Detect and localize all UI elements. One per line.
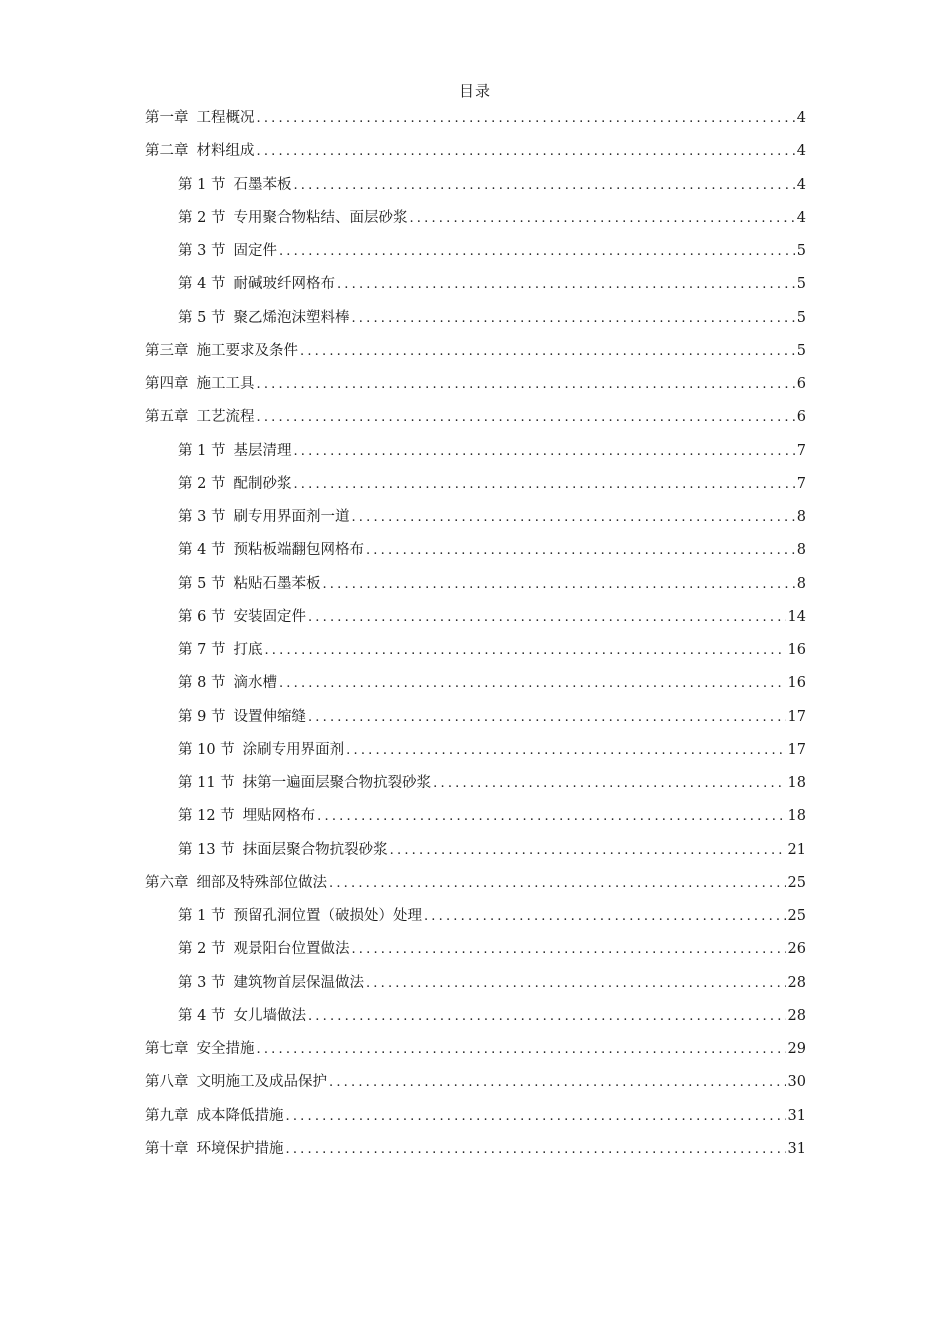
toc-section-entry[interactable] bbox=[145, 937, 806, 970]
toc-dot-leader bbox=[308, 1009, 786, 1024]
toc-section-entry[interactable] bbox=[145, 1004, 806, 1037]
toc-entry-title: 文明施工及成品保护 bbox=[196, 1074, 327, 1091]
toc-entry-number: 第 5 节 bbox=[178, 575, 226, 592]
toc-dot-leader bbox=[322, 577, 794, 592]
toc-entry-number: 第 7 节 bbox=[178, 642, 226, 658]
toc-dot-leader bbox=[257, 144, 795, 159]
toc-entry-number: 第 1 节 bbox=[178, 442, 226, 459]
toc-page-number: 5 bbox=[796, 243, 806, 259]
toc-section-entry[interactable] bbox=[145, 538, 806, 571]
toc-page-number: 4 bbox=[796, 209, 806, 226]
toc-section-entry[interactable] bbox=[145, 671, 806, 704]
toc-page-number: 4 bbox=[796, 143, 806, 160]
toc-page-number: 16 bbox=[787, 675, 806, 692]
toc-section-entry[interactable] bbox=[145, 206, 806, 239]
toc-dot-leader bbox=[293, 444, 794, 459]
toc-entry-title: 固定件 bbox=[233, 243, 277, 259]
toc-entry-title: 建筑物首层保温做法 bbox=[233, 974, 364, 991]
toc-entry-title: 粘贴石墨苯板 bbox=[233, 575, 321, 592]
toc-page-number: 30 bbox=[787, 1074, 806, 1091]
toc-chapter-entry[interactable] bbox=[145, 871, 806, 904]
toc-entry-number: 第 3 节 bbox=[178, 974, 226, 991]
toc-page-number: 6 bbox=[796, 376, 806, 392]
toc-page-number: 16 bbox=[787, 642, 806, 658]
toc-page-number: 31 bbox=[787, 1107, 806, 1124]
toc-entry-number: 第 1 节 bbox=[178, 908, 226, 924]
toc-section-entry[interactable] bbox=[145, 605, 806, 638]
toc-page-number: 5 bbox=[796, 342, 806, 359]
toc-entry-number: 第二章 bbox=[145, 143, 189, 160]
toc-section-entry[interactable] bbox=[145, 272, 806, 305]
toc-entry-number: 第 3 节 bbox=[178, 509, 226, 525]
toc-page-number: 4 bbox=[796, 110, 806, 126]
toc-dot-leader bbox=[300, 344, 795, 359]
toc-entry-number: 第 10 节 bbox=[178, 741, 235, 758]
toc-dot-leader bbox=[424, 909, 786, 924]
toc-entry-title: 抹面层聚合物抗裂砂浆 bbox=[242, 841, 388, 858]
toc-entry-number: 第 11 节 bbox=[178, 775, 235, 791]
toc-section-entry[interactable] bbox=[145, 705, 806, 738]
toc-entry-number: 第一章 bbox=[145, 110, 189, 126]
toc-dot-leader bbox=[329, 876, 786, 891]
toc-section-entry[interactable] bbox=[145, 306, 806, 339]
toc-dot-leader bbox=[257, 1042, 786, 1057]
toc-dot-leader bbox=[279, 244, 795, 259]
toc-section-entry[interactable] bbox=[145, 738, 806, 771]
toc-page-number: 31 bbox=[787, 1140, 806, 1157]
toc-entry-title: 预粘板端翻包网格布 bbox=[233, 542, 364, 559]
toc-page-number: 25 bbox=[787, 874, 806, 891]
toc-entry-number: 第 2 节 bbox=[178, 475, 226, 492]
toc-chapter-entry[interactable] bbox=[145, 1104, 806, 1137]
toc-chapter-entry[interactable] bbox=[145, 1137, 806, 1170]
toc-entry-title: 工艺流程 bbox=[196, 409, 255, 426]
toc-entry-title: 材料组成 bbox=[196, 143, 255, 160]
toc-dot-leader bbox=[308, 710, 786, 725]
toc-page-number: 8 bbox=[796, 542, 806, 559]
toc-dot-leader bbox=[351, 942, 785, 957]
toc-entry-title: 观景阳台位置做法 bbox=[233, 941, 350, 958]
toc-entry-title: 埋贴网格布 bbox=[242, 808, 316, 825]
toc-entry-number: 第 13 节 bbox=[178, 841, 235, 858]
toc-entry-title: 专用聚合物粘结、面层砂浆 bbox=[233, 209, 408, 226]
toc-entry-title: 设置伸缩缝 bbox=[233, 708, 306, 725]
toc-chapter-entry[interactable] bbox=[145, 405, 806, 438]
toc-entry-number: 第 6 节 bbox=[178, 608, 226, 625]
toc-page-number: 7 bbox=[796, 475, 806, 492]
toc-section-entry[interactable] bbox=[145, 472, 806, 505]
toc-entry-number: 第 5 节 bbox=[178, 309, 226, 326]
toc-page-number: 6 bbox=[796, 409, 806, 426]
toc-entry-title: 涂刷专用界面剂 bbox=[242, 741, 345, 758]
toc-entry-title: 工程概况 bbox=[196, 110, 255, 126]
toc-entry-number: 第八章 bbox=[145, 1074, 189, 1091]
toc-dot-leader bbox=[286, 1109, 786, 1124]
toc-entry-number: 第 2 节 bbox=[178, 209, 226, 226]
toc-dot-leader bbox=[329, 1075, 786, 1090]
toc-entry-number: 第 4 节 bbox=[178, 542, 226, 559]
toc-page-number: 26 bbox=[787, 941, 806, 958]
toc-entry-title: 抹第一遍面层聚合物抗裂砂浆 bbox=[242, 775, 432, 791]
toc-entry-title: 环境保护措施 bbox=[196, 1140, 284, 1157]
toc-dot-leader bbox=[257, 410, 795, 425]
toc-dot-leader bbox=[390, 843, 786, 858]
toc-entry-title: 施工要求及条件 bbox=[196, 342, 298, 359]
toc-chapter-entry[interactable] bbox=[145, 1070, 806, 1103]
toc-entry-title: 细部及特殊部位做法 bbox=[196, 874, 327, 891]
toc-dot-leader bbox=[279, 676, 786, 691]
toc-entry-title: 刷专用界面剂一道 bbox=[233, 509, 350, 525]
toc-entry-title: 石墨苯板 bbox=[233, 176, 292, 193]
toc-page-number: 25 bbox=[787, 908, 806, 924]
toc-dot-leader bbox=[257, 111, 795, 126]
toc-section-entry[interactable] bbox=[145, 771, 806, 804]
toc-page-number: 14 bbox=[787, 608, 806, 625]
toc-page-number: 17 bbox=[787, 708, 806, 725]
toc-section-entry[interactable] bbox=[145, 173, 806, 206]
toc-entry-number: 第 12 节 bbox=[178, 808, 235, 825]
toc-entry-number: 第九章 bbox=[145, 1107, 189, 1124]
toc-chapter-entry[interactable] bbox=[145, 106, 806, 139]
toc-dot-leader bbox=[351, 510, 794, 525]
toc-page-number: 8 bbox=[796, 575, 806, 592]
toc-page-number: 4 bbox=[796, 176, 806, 193]
toc-page-number: 21 bbox=[787, 841, 806, 858]
toc-section-entry[interactable] bbox=[145, 439, 806, 472]
toc-dot-leader bbox=[317, 809, 785, 824]
toc-dot-leader bbox=[264, 643, 785, 658]
toc-section-entry[interactable] bbox=[145, 572, 806, 605]
toc-entry-number: 第 3 节 bbox=[178, 243, 226, 259]
toc-dot-leader bbox=[257, 377, 795, 392]
toc-entry-number: 第四章 bbox=[145, 376, 189, 392]
toc-section-entry[interactable] bbox=[145, 804, 806, 837]
toc-entry-number: 第 9 节 bbox=[178, 708, 226, 725]
toc-page-number: 5 bbox=[796, 309, 806, 326]
toc-page-number: 5 bbox=[796, 276, 806, 293]
toc-chapter-entry[interactable] bbox=[145, 339, 806, 372]
toc-dot-leader bbox=[337, 277, 795, 292]
toc-dot-leader bbox=[366, 976, 786, 991]
toc-entry-title: 安全措施 bbox=[196, 1041, 255, 1057]
toc-page-number: 18 bbox=[787, 775, 806, 791]
toc-page-number: 29 bbox=[787, 1041, 806, 1057]
toc-entry-number: 第 8 节 bbox=[178, 675, 226, 692]
toc-entry-number: 第 4 节 bbox=[178, 1007, 226, 1024]
toc-entry-title: 基层清理 bbox=[233, 442, 292, 459]
toc-entry-number: 第 2 节 bbox=[178, 941, 226, 958]
toc-entry-title: 成本降低措施 bbox=[196, 1107, 284, 1124]
toc-section-entry[interactable] bbox=[145, 239, 806, 272]
toc-dot-leader bbox=[308, 610, 786, 625]
toc-section-entry[interactable] bbox=[145, 904, 806, 937]
toc-entry-number: 第七章 bbox=[145, 1041, 189, 1057]
toc-section-entry[interactable] bbox=[145, 638, 806, 671]
toc-dot-leader bbox=[351, 311, 794, 326]
toc-chapter-entry[interactable] bbox=[145, 139, 806, 172]
toc-entry-number: 第 1 节 bbox=[178, 176, 226, 193]
toc-section-entry[interactable] bbox=[145, 505, 806, 538]
toc-entry-title: 安装固定件 bbox=[233, 608, 306, 625]
toc-page-number: 18 bbox=[787, 808, 806, 825]
toc-dot-leader bbox=[433, 776, 785, 791]
toc-list bbox=[145, 106, 806, 1170]
toc-dot-leader bbox=[409, 211, 794, 226]
toc-entry-number: 第十章 bbox=[145, 1140, 189, 1157]
toc-chapter-entry[interactable] bbox=[145, 372, 806, 405]
toc-entry-title: 施工工具 bbox=[196, 376, 255, 392]
toc-entry-title: 配制砂浆 bbox=[233, 475, 292, 492]
toc-page-number: 28 bbox=[787, 974, 806, 991]
toc-page-number: 28 bbox=[787, 1007, 806, 1024]
toc-dot-leader bbox=[346, 743, 785, 758]
toc-entry-number: 第五章 bbox=[145, 409, 189, 426]
toc-entry-number: 第三章 bbox=[145, 342, 189, 359]
toc-dot-leader bbox=[293, 178, 794, 193]
toc-chapter-entry[interactable] bbox=[145, 1037, 806, 1070]
toc-entry-title: 预留孔洞位置（破损处）处理 bbox=[233, 908, 422, 924]
toc-page-number: 8 bbox=[796, 509, 806, 525]
toc-entry-number: 第六章 bbox=[145, 874, 189, 891]
toc-dot-leader bbox=[286, 1142, 786, 1157]
toc-page-number: 7 bbox=[796, 442, 806, 459]
toc-dot-leader bbox=[366, 543, 795, 558]
toc-section-entry[interactable] bbox=[145, 838, 806, 871]
toc-dot-leader bbox=[293, 477, 794, 492]
toc-entry-title: 聚乙烯泡沫塑料棒 bbox=[233, 309, 350, 326]
toc-entry-title: 女儿墙做法 bbox=[233, 1007, 306, 1024]
toc-section-entry[interactable] bbox=[145, 971, 806, 1004]
toc-entry-title: 耐碱玻纤网格布 bbox=[233, 276, 335, 293]
toc-entry-title: 滴水槽 bbox=[233, 675, 277, 692]
toc-title: 目录 bbox=[458, 82, 491, 100]
toc-entry-title: 打底 bbox=[233, 642, 263, 658]
toc-page-number: 17 bbox=[787, 741, 806, 758]
toc-entry-number: 第 4 节 bbox=[178, 276, 226, 293]
